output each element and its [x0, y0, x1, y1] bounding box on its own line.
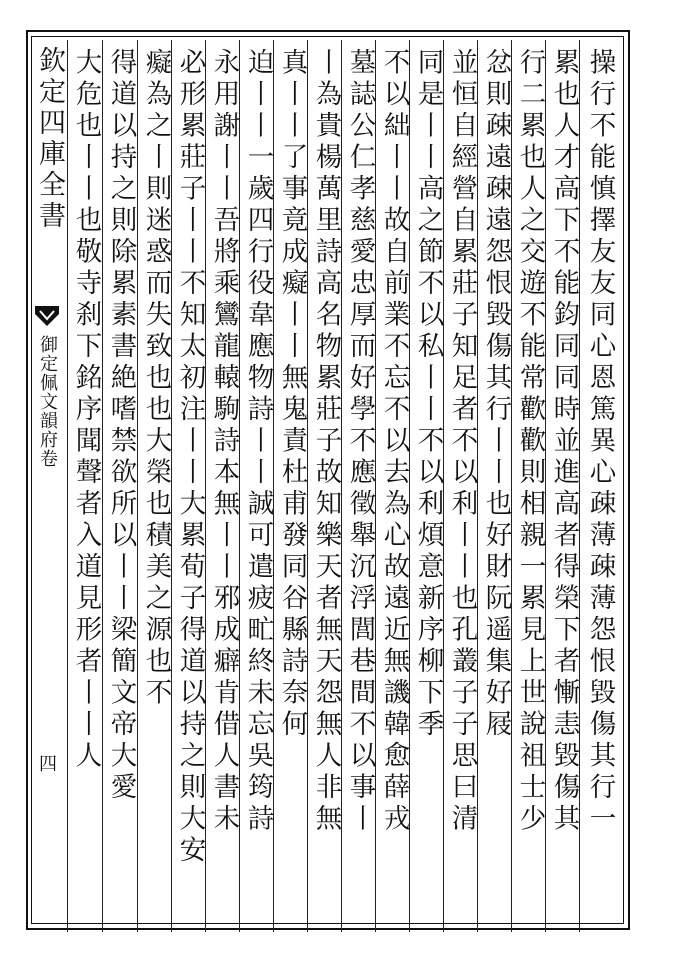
text-column: 永用謝丨丨吾將乘鸞龍轅駒詩本無丨丨邪成癖肯借人書未 — [208, 48, 240, 836]
text-column: 墓誌公仁孝慈愛忠厚而好學不應徵舉沉浮閭巷間不以事丨 — [344, 48, 376, 836]
page-number: 四 — [39, 754, 57, 775]
text-column: 忿則疎遠疎遠怨恨毀傷其行丨丨也好財阮遥集好屐 — [480, 48, 512, 741]
text-column: 癡為之丨則迷惑而失致也也大榮也積美之源也不 — [140, 48, 172, 710]
book-title: 欽定四庫全書 — [34, 46, 65, 232]
text-column: 大危也丨丨也敬寺刹下銘序聞聲者入道見形者丨丨人 — [70, 48, 102, 773]
column-rule — [137, 40, 138, 932]
text-column: 必形累莊子丨丨不知太初注丨丨大累荀子得道以持之則大安 — [174, 48, 206, 867]
text-column: 累也人才高下不能鈞同同時並進高者得榮下者慚恚毀傷其 — [548, 48, 580, 836]
text-column: 行二累也人之交遊不能常歡歡則相親一累見上世說祖士少 — [514, 48, 546, 836]
work-title: 御定佩文韻府卷 — [37, 335, 58, 468]
text-column: 迫丨丨一歲四行役韋應物詩丨丨誠可遣疲甿終未忘吳筠詩 — [242, 48, 274, 836]
text-column: 操行不能慎擇友友同心恩篤異心疎薄疎薄怨恨毀傷其行一 — [584, 48, 616, 836]
text-column: 並恒自經營自累莊子知足者不以利丨丨也孔叢子子思曰清 — [446, 48, 478, 836]
text-column: 丨為貴楊萬里詩高名物累莊子故知樂天者無天怨無人非無 — [310, 48, 342, 836]
header-rule — [67, 40, 68, 932]
text-column: 真丨丨了事竟成癡丨丨無鬼責杜甫發同谷縣詩奈何 — [276, 48, 308, 741]
text-column: 同是丨丨高之節不以私丨丨不以利煩意新序柳下季 — [412, 48, 444, 741]
text-column: 不以絀丨丨故自前業不忘不以去為心故遠近無譏韓愈薛戎 — [378, 48, 410, 836]
fishtail-ornament-icon — [34, 305, 60, 327]
column-rule — [102, 40, 103, 932]
text-column: 得道以持之則除累素書絶嗜禁欲所以丨丨梁簡文帝大愛 — [105, 48, 137, 804]
